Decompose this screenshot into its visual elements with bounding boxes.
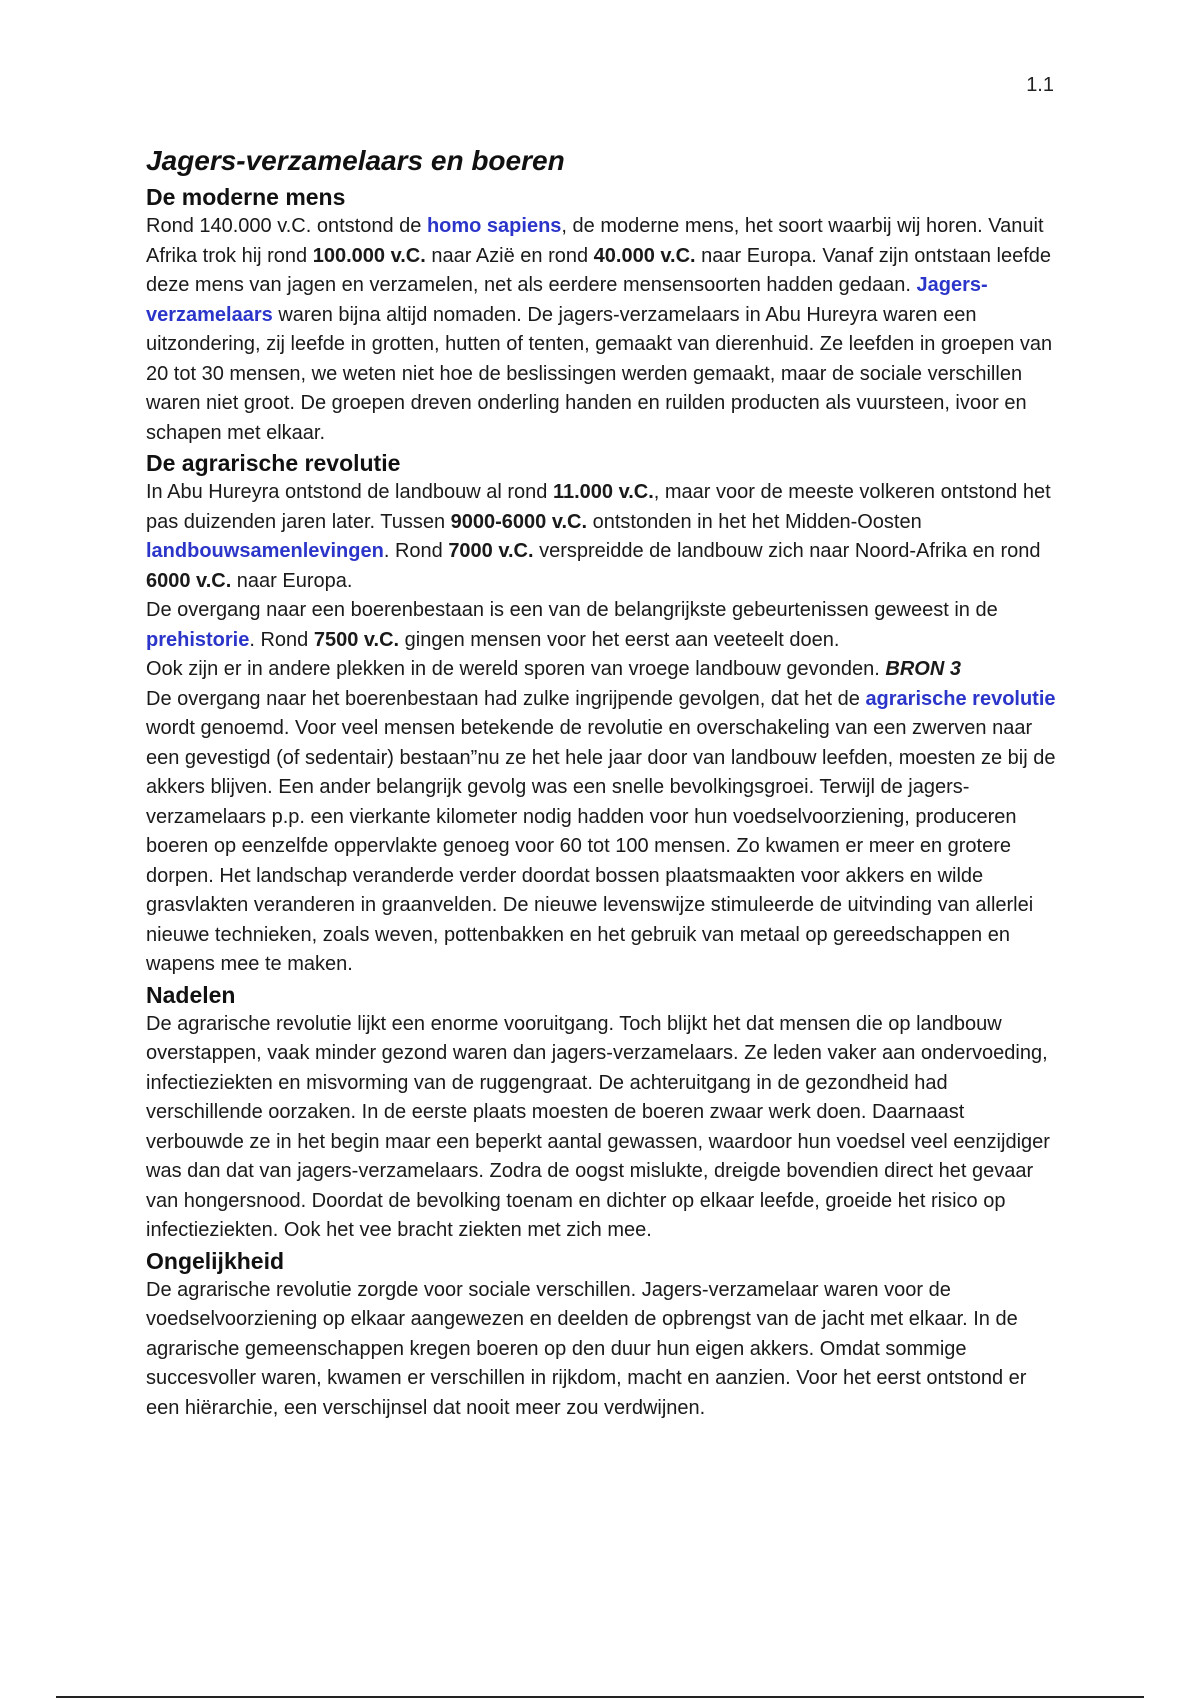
text-run: De overgang naar een boerenbestaan is een van de belangrijkste gebeurtenissen geweest in de: [146, 599, 998, 621]
section-heading: De moderne mens: [146, 184, 346, 210]
section-ongelijkheid: [146, 1246, 1058, 1424]
paragraph: [146, 478, 1058, 596]
section-heading: Nadelen: [146, 981, 236, 1008]
date-bold: 7500 v.C.: [313, 628, 400, 651]
keyword-term: Jagers-verzamelaars: [146, 274, 988, 326]
text-run: Rond 140.000 v.C. ontstond de: [146, 215, 427, 237]
section-heading: Ongelijkheid: [146, 1247, 285, 1274]
document-body: [146, 144, 1058, 1423]
date-bold: 11.000 v.C.: [552, 481, 654, 503]
date-bold: 6000 v.C.: [146, 569, 232, 592]
page-number: 1.1: [1026, 74, 1054, 96]
text-run: , de moderne mens, het soort waarbij wij horen. Vanuit Afrika trok hij rond: [146, 215, 1044, 267]
paragraph: De agrarische revolutie lijkt een enorme vooruitgang. Toch blijkt het dat mensen die op landbouw overstappen, vaak minder gezond waren dan jagers-verzamelaars. Ze leden vaker aan ondervoeding, infectieziekten en misvorming van de ruggengraat. De achteruitgang in de gezondheid had verschillende oorzaken. In de eerste plaats moesten de boeren zwaar werk doen. Daarnaast verbouwde ze in het begin maar een beperkt aantal gewassen, waardoor hun voedsel veel eenzijdiger was dan dat van jagers-verzamelaars. Zodra de oogst mislukte, dreigde bovendien direct het gevaar van hongersnood. Doordat de bevolking toenam en dichter op elkaar leefde, groeide het risico op infectieziekten. Ook het vee bracht ziekten met zich mee.: [146, 1012, 1050, 1241]
paragraph: [146, 655, 1058, 685]
paragraph: [146, 212, 1058, 448]
text-run: . Rond: [249, 628, 314, 651]
source-reference: BRON 3: [885, 658, 961, 680]
document-title: Jagers-verzamelaars en boeren: [146, 145, 565, 176]
date-bold: 100.000 v.C.: [312, 244, 426, 267]
paragraph: [146, 596, 1058, 655]
page-bottom-divider: [56, 1696, 1144, 1698]
date-bold: 9000-6000 v.C.: [450, 510, 588, 533]
paragraph: [146, 685, 1058, 980]
paragraph: De agrarische revolutie zorgde voor sociale verschillen. Jagers-verzamelaar waren voor de voedselvoorziening op elkaar aangewezen en deelden de opbrengst van de jacht met elkaar. In de agrarische gemeenschappen kregen boeren op den duur hun eigen akkers. Omdat sommige succesvoller waren, kwamen er verschillen in rijkdom, macht en aanzien. Voor het eerst ontstond er een hiërarchie, een verschijnsel dat nooit meer zou verdwijnen.: [146, 1278, 1027, 1419]
text-run: ontstonden in het het Midden-Oosten: [587, 510, 922, 533]
text-run: De overgang naar het boerenbestaan had zulke ingrijpende gevolgen, dat het de: [146, 687, 866, 710]
keyword-term: landbouwsamenlevingen: [146, 540, 384, 562]
text-run: Ook zijn er in andere plekken in de wereld sporen van vroege landbouw gevonden.: [146, 658, 886, 680]
keyword-term: prehistorie: [146, 628, 250, 651]
keyword-term: agrarische revolutie: [865, 687, 1056, 710]
text-run: gingen mensen voor het eerst aan veeteelt doen.: [399, 628, 840, 651]
date-bold: 40.000 v.C.: [593, 244, 696, 267]
text-run: verspreidde de landbouw zich naar Noord-Afrika en rond: [533, 540, 1041, 562]
keyword-term: homo sapiens: [426, 215, 562, 237]
text-run: In Abu Hureyra ontstond de landbouw al rond: [146, 481, 553, 503]
section-moderne-mens: [146, 182, 1058, 448]
text-run: naar Azië en rond: [425, 244, 594, 267]
text-run: wordt genoemd. Voor veel mensen betekende de revolutie en overschakeling van een zwerven naar een gevestigd (of sedentair) bestaan”nu ze het hele jaar door van landbouw leefden, moesten ze bij de akkers blijven. Een ander belangrijk gevolg was een snelle bevolkingsgroei. Terwijl de jagers-verzamelaars p.p. een vierkante kilometer nodig hadden voor hun voedselvoorziening, produceren boeren op eenzelfde oppervlakte genoeg voor 60 tot 100 mensen. Zo kwamen er meer en grotere dorpen. Het landschap veranderde verder doordat bossen plaatsmaakten voor akkers en wilde grasvlakten veranderen in graanvelden. De nieuwe levenswijze stimuleerde de uitvinding van allerlei nieuwe technieken, zoals weven, pottenbakken en het gebruik van metaal op gereedschappen en wapens mee te maken.: [146, 717, 1056, 975]
section-nadelen: [146, 980, 1058, 1246]
text-run: naar Europa. Vanaf zijn ontstaan leefde deze mens van jagen en verzamelen, net als eerdere mensensoorten hadden gedaan.: [146, 244, 1052, 296]
text-run: . Rond: [383, 540, 449, 562]
section-heading: De agrarische revolutie: [146, 450, 401, 476]
text-run: waren bijna altijd nomaden. De jagers-verzamelaars in Abu Hureyra waren een uitzondering, zij leefde in grotten, hutten of tenten, gemaakt van dierenhuid. Ze leefden in groepen van 20 tot 30 mensen, we weten niet hoe de beslissingen werden gemaakt, maar de sociale verschillen waren niet groot. De groepen dreven onderling handen en ruilden producten als vuursteen, ivoor en schapen met elkaar.: [146, 303, 1053, 444]
text-run: , maar voor de meeste volkeren ontstond het pas duizenden jaren later. Tussen: [146, 481, 1051, 533]
date-bold: 7000 v.C.: [448, 540, 534, 562]
section-agrarische-revolutie: [146, 448, 1058, 980]
text-run: naar Europa.: [231, 569, 353, 592]
